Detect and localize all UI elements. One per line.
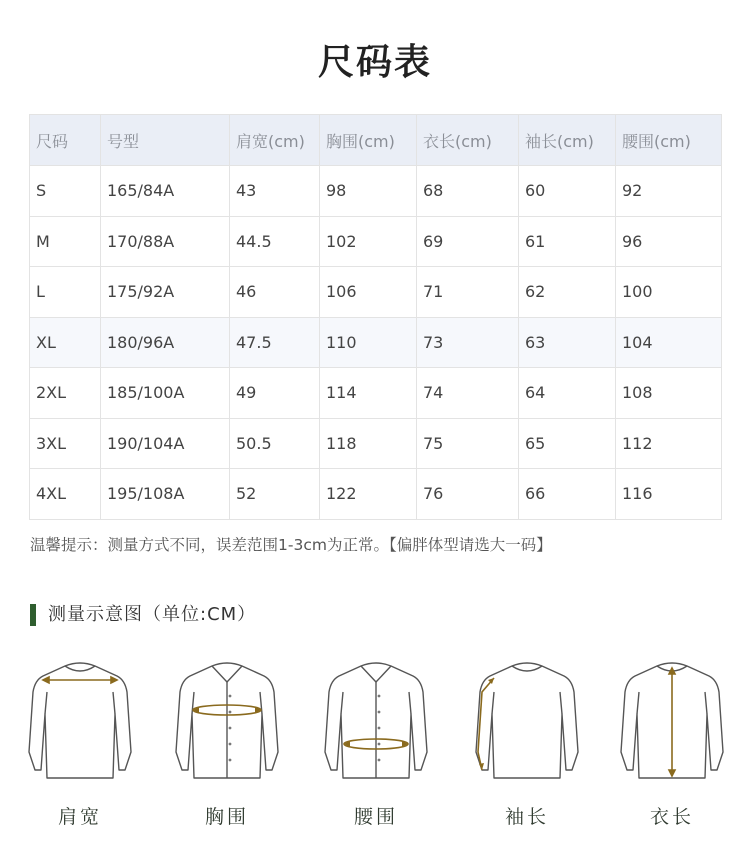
- table-row: [30, 317, 722, 368]
- table-cell: 50.5: [230, 418, 320, 469]
- header-sleeve: 袖长(cm): [519, 115, 616, 166]
- table-row: [30, 216, 722, 267]
- table-row: [30, 267, 722, 318]
- table-cell: M: [30, 216, 101, 267]
- figure-label-shoulder: 肩宽: [57, 806, 102, 828]
- table-cell: 68: [417, 166, 519, 217]
- table-cell: 61: [519, 216, 616, 267]
- table-cell: 116: [616, 469, 722, 520]
- table-cell: 2XL: [30, 368, 101, 419]
- table-cell: 60: [519, 166, 616, 217]
- header-model: 号型: [101, 115, 230, 166]
- section-title: 测量示意图（单位:CM）: [30, 604, 256, 626]
- table-cell: 195/108A: [101, 469, 230, 520]
- table-cell: 104: [616, 317, 722, 368]
- table-cell: 62: [519, 267, 616, 318]
- table-cell: 175/92A: [101, 267, 230, 318]
- table-cell: 3XL: [30, 418, 101, 469]
- table-cell: 108: [616, 368, 722, 419]
- table-cell: 65: [519, 418, 616, 469]
- table-row: [30, 469, 722, 520]
- table-cell: 110: [320, 317, 417, 368]
- table-cell: 46: [230, 267, 320, 318]
- figure-label-sleeve: 袖长: [504, 806, 549, 828]
- table-cell: 98: [320, 166, 417, 217]
- table-cell: 69: [417, 216, 519, 267]
- table-cell: 52: [230, 469, 320, 520]
- header-waist: 腰围(cm): [616, 115, 722, 166]
- table-cell: 4XL: [30, 469, 101, 520]
- table-cell: XL: [30, 317, 101, 368]
- table-cell: 47.5: [230, 317, 320, 368]
- shirt-front-chest-measure-icon: [167, 652, 287, 786]
- table-cell: 96: [616, 216, 722, 267]
- figure-label-chest: 胸围: [204, 806, 249, 828]
- shirt-back-shoulder-measure-icon: [20, 652, 140, 786]
- table-cell: 63: [519, 317, 616, 368]
- table-cell: 118: [320, 418, 417, 469]
- header-length: 衣长(cm): [417, 115, 519, 166]
- shirt-back-sleeve-measure-icon: [467, 652, 587, 786]
- table-cell: 122: [320, 469, 417, 520]
- figure-label-length: 衣长: [649, 806, 694, 828]
- table-cell: 71: [417, 267, 519, 318]
- header-size: 尺码: [30, 115, 101, 166]
- table-cell: 190/104A: [101, 418, 230, 469]
- table-cell: S: [30, 166, 101, 217]
- table-cell: 44.5: [230, 216, 320, 267]
- table-cell: 170/88A: [101, 216, 230, 267]
- table-cell: 106: [320, 267, 417, 318]
- table-row: [30, 166, 722, 217]
- table-cell: 180/96A: [101, 317, 230, 368]
- table-cell: 66: [519, 469, 616, 520]
- shirt-back-length-measure-icon: [612, 652, 732, 786]
- table-cell: 112: [616, 418, 722, 469]
- table-cell: 165/84A: [101, 166, 230, 217]
- table-cell: L: [30, 267, 101, 318]
- table-cell: 43: [230, 166, 320, 217]
- size-chart-table: [29, 114, 722, 520]
- figure-label-waist: 腰围: [353, 806, 398, 828]
- page-title: 尺码表: [317, 42, 432, 83]
- table-cell: 102: [320, 216, 417, 267]
- table-cell: 185/100A: [101, 368, 230, 419]
- header-shoulder: 肩宽(cm): [230, 115, 320, 166]
- table-cell: 75: [417, 418, 519, 469]
- table-row: [30, 368, 722, 419]
- table-cell: 92: [616, 166, 722, 217]
- table-row: [30, 418, 722, 469]
- size-tip-text: 温馨提示：测量方式不同，误差范围1-3cm为正常。【偏胖体型请选大一码】: [30, 536, 552, 554]
- table-cell: 74: [417, 368, 519, 419]
- table-header-row: [30, 115, 722, 166]
- table-cell: 100: [616, 267, 722, 318]
- table-cell: 114: [320, 368, 417, 419]
- table-cell: 49: [230, 368, 320, 419]
- shirt-front-waist-measure-icon: [316, 652, 436, 786]
- header-chest: 胸围(cm): [320, 115, 417, 166]
- table-cell: 76: [417, 469, 519, 520]
- table-cell: 73: [417, 317, 519, 368]
- table-cell: 64: [519, 368, 616, 419]
